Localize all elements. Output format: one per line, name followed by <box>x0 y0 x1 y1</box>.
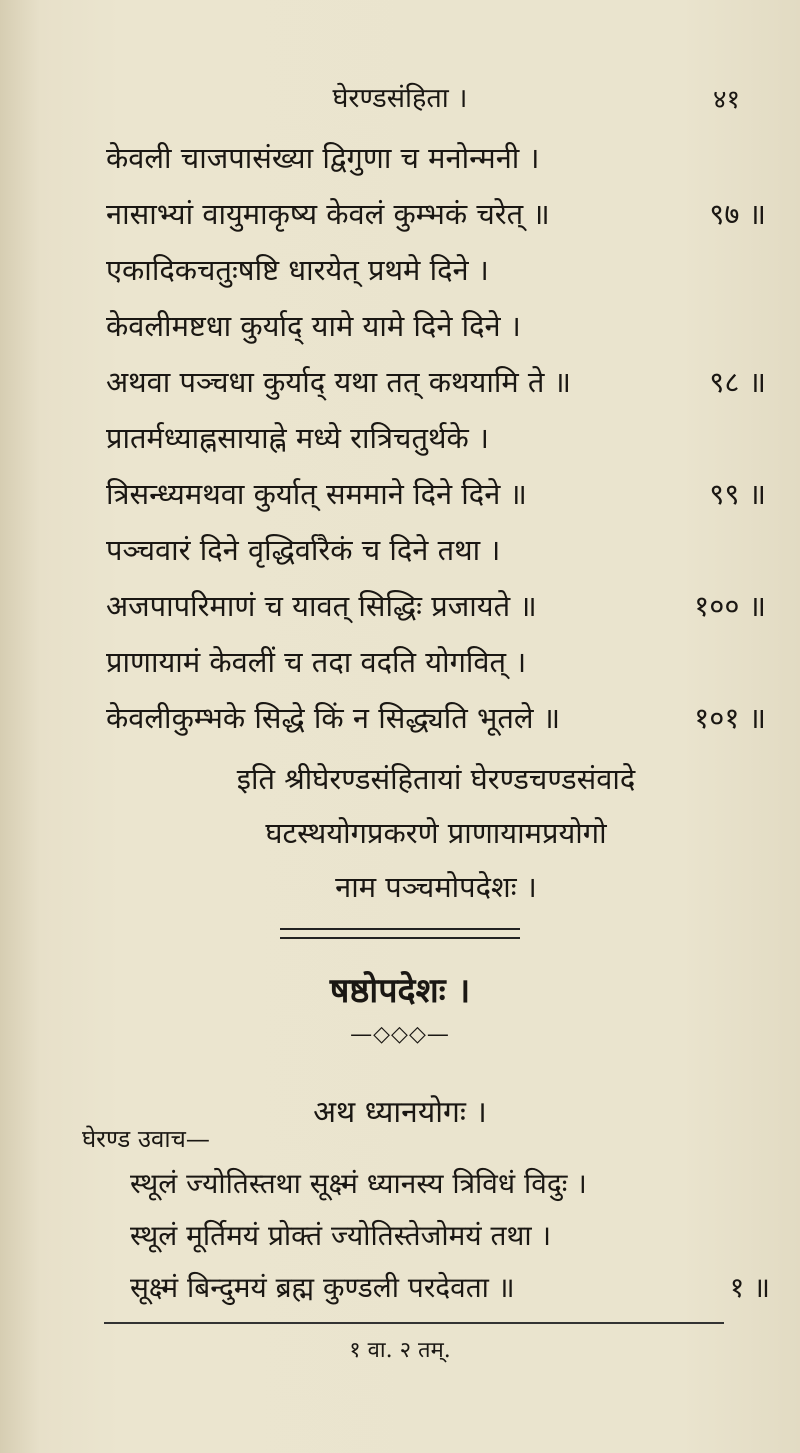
verse-number: १०० ॥ <box>694 589 766 623</box>
footnote: १ वा. २ तम्. <box>349 1338 451 1363</box>
page-header <box>0 78 800 118</box>
verse-line <box>130 1210 770 1262</box>
colophon-line: नाम पञ्चमोपदेशः । <box>335 870 537 904</box>
colophon-line: इति श्रीघेरण्डसंहितायां घेरण्डचण्डसंवादे <box>236 762 636 796</box>
verse-text: एकादिकचतुःषष्टि धारयेत् प्रथमे दिने । <box>106 253 489 287</box>
verse-text: नासाभ्यां वायुमाकृष्य केवलं कुम्भकं चरेत् ॥ <box>106 197 550 231</box>
verse-number: १०१ ॥ <box>694 701 766 735</box>
verse-line <box>106 354 766 410</box>
verse-line <box>106 242 766 298</box>
verse-line <box>106 298 766 354</box>
verse-line <box>106 690 766 746</box>
double-rule-divider <box>280 928 520 939</box>
verse-line <box>106 466 766 522</box>
footnote-rule <box>104 1322 724 1324</box>
verse-text: प्राणायामं केवलीं च तदा वदति योगवित् । <box>106 645 527 679</box>
verse-text: सूक्ष्मं बिन्दुमयं ब्रह्म कुण्डली परदेवता ॥ <box>130 1271 515 1304</box>
ornament-divider: —◇◇◇— <box>350 1022 450 1047</box>
verse-number: १ ॥ <box>729 1271 770 1304</box>
verse-text: स्थूलं ज्योतिस्तथा सूक्ष्मं ध्यानस्य त्रिविधं विदुः । <box>130 1167 587 1200</box>
page-number: ४१ <box>712 85 740 115</box>
verse-text: केवली चाजपासंख्या द्विगुणा च मनोन्मनी । <box>106 141 540 175</box>
verse-line <box>106 410 766 466</box>
verse-text: पञ्चवारं दिने वृद्धिर्वारैकं च दिने तथा । <box>106 533 501 567</box>
verse-line <box>106 130 766 186</box>
verse-line <box>106 522 766 578</box>
verse-text: केवलीमष्टधा कुर्याद् यामे यामे दिने दिने । <box>106 309 521 343</box>
running-head: घेरण्डसंहिता । <box>332 83 468 114</box>
verse-number: ९८ ॥ <box>709 365 766 399</box>
section-title: षष्ठोपदेशः । <box>329 971 471 1011</box>
verse-line <box>106 578 766 634</box>
verse-text: अथवा पञ्चधा कुर्याद् यथा तत् कथयामि ते ॥ <box>106 365 572 399</box>
verse-text: केवलीकुम्भके सिद्धे किं न सिद्ध्यति भूतले ॥ <box>106 701 561 735</box>
verse-text: स्थूलं मूर्तिमयं प्रोक्तं ज्योतिस्तेजोमयं तथा । <box>130 1219 552 1252</box>
colophon-line: घटस्थयोगप्रकरणे प्राणायामप्रयोगो <box>265 816 607 850</box>
verse-line <box>130 1158 770 1210</box>
section-subheading: अथ ध्यानयोगः । <box>313 1095 487 1130</box>
verse-text: त्रिसन्ध्यमथवा कुर्यात् सममाने दिने दिने ॥ <box>106 477 527 511</box>
verse-line <box>106 186 766 242</box>
verse-block-top <box>106 130 766 746</box>
verse-number: ९७ ॥ <box>709 197 766 231</box>
verse-text: प्रातर्मध्याह्नसायाह्ने मध्ये रात्रिचतुर्थके । <box>106 421 489 455</box>
verse-number: ९९ ॥ <box>709 477 766 511</box>
chapter-colophon <box>106 752 766 914</box>
verse-block-bottom <box>130 1158 770 1314</box>
verse-line <box>106 634 766 690</box>
speaker-label: घेरण्ड उवाच— <box>82 1125 210 1153</box>
verse-text: अजपापरिमाणं च यावत् सिद्धिः प्रजायते ॥ <box>106 589 537 623</box>
verse-line <box>130 1262 770 1314</box>
